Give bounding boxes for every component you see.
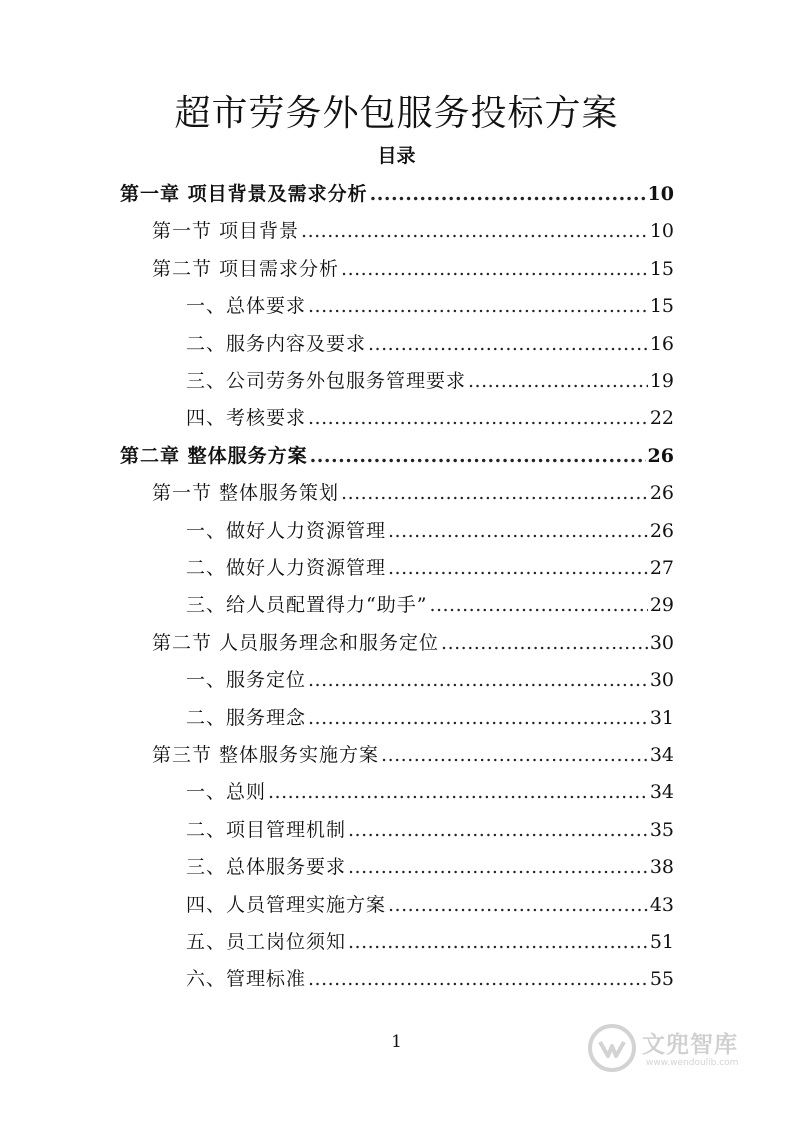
watermark bbox=[586, 1020, 756, 1080]
toc-entry-label: 四、考核要求 bbox=[186, 407, 307, 430]
toc-entry-page: 22 bbox=[649, 407, 674, 430]
toc-entry-page: 43 bbox=[649, 893, 674, 916]
watermark-url: www.wendoulib.com bbox=[646, 1058, 739, 1068]
toc-entry[interactable] bbox=[152, 251, 674, 288]
toc-entry-page: 30 bbox=[649, 631, 674, 654]
toc-entry[interactable] bbox=[186, 326, 674, 363]
toc-dot-leader bbox=[310, 438, 646, 475]
toc-entry-page: 30 bbox=[649, 669, 674, 692]
toc-dot-leader bbox=[308, 961, 648, 998]
toc-entry[interactable] bbox=[186, 961, 674, 998]
toc-entry-label: 第一节 整体服务策划 bbox=[152, 482, 340, 505]
toc-entry-page: 35 bbox=[649, 818, 674, 841]
toc-dot-leader bbox=[468, 363, 648, 400]
toc-entry[interactable] bbox=[186, 924, 674, 961]
toc-heading: 目录 bbox=[377, 145, 416, 167]
toc-entry[interactable] bbox=[186, 550, 674, 587]
toc-entry[interactable] bbox=[186, 887, 674, 924]
toc-entry[interactable] bbox=[152, 213, 674, 250]
toc-entry-page: 26 bbox=[649, 519, 674, 542]
toc-entry-label: 二、做好人力资源管理 bbox=[186, 557, 387, 579]
toc-entry-label: 四、人员管理实施方案 bbox=[186, 893, 387, 916]
toc-dot-leader bbox=[388, 887, 648, 924]
toc-entry[interactable] bbox=[186, 513, 674, 550]
toc-entry[interactable] bbox=[152, 625, 674, 662]
toc-entry[interactable] bbox=[120, 438, 674, 475]
toc-dot-leader bbox=[348, 849, 648, 886]
toc-entry[interactable] bbox=[152, 737, 674, 774]
toc-entry[interactable] bbox=[186, 849, 674, 886]
toc-dot-leader bbox=[341, 251, 648, 288]
toc-dot-leader bbox=[308, 400, 648, 437]
toc-entry-label: 六、管理标准 bbox=[186, 968, 307, 991]
toc-entry-page: 34 bbox=[649, 744, 674, 766]
toc-entry-page: 16 bbox=[649, 332, 674, 355]
toc-entry-label: 第一章 项目背景及需求分析 bbox=[120, 183, 368, 205]
toc-entry[interactable] bbox=[120, 176, 674, 213]
toc-dot-leader bbox=[388, 550, 648, 587]
toc-entry[interactable] bbox=[186, 700, 674, 737]
toc-entry-label: 一、总体要求 bbox=[186, 295, 307, 318]
toc-dot-leader bbox=[348, 924, 648, 961]
toc-entry-page: 31 bbox=[649, 706, 674, 729]
toc-entry-label: 一、服务定位 bbox=[186, 669, 307, 692]
toc-entry-page: 15 bbox=[649, 295, 674, 318]
toc-entry[interactable] bbox=[186, 662, 674, 699]
toc-dot-leader bbox=[308, 700, 648, 737]
toc-dot-leader bbox=[388, 513, 648, 550]
toc-entry-page: 55 bbox=[649, 968, 674, 991]
toc-dot-leader bbox=[370, 176, 646, 213]
toc-entry[interactable] bbox=[186, 774, 674, 811]
toc-entry-label: 第二章 整体服务方案 bbox=[120, 444, 308, 467]
toc-entry-label: 第三节 整体服务实施方案 bbox=[152, 744, 380, 766]
toc-entry-label: 三、公司劳务外包服务管理要求 bbox=[186, 370, 467, 392]
toc-entry-label: 第二节 项目需求分析 bbox=[152, 257, 340, 280]
toc-entry[interactable] bbox=[186, 587, 674, 624]
toc-entry-label: 五、员工岗位须知 bbox=[186, 931, 347, 953]
watermark-text: 文兜智库 bbox=[642, 1032, 738, 1058]
page-number: 1 bbox=[391, 1032, 402, 1052]
toc-dot-leader bbox=[308, 662, 648, 699]
toc-entry-label: 二、项目管理机制 bbox=[186, 818, 347, 841]
toc-entry-page: 10 bbox=[647, 183, 674, 205]
toc-entry-label: 第一节 项目背景 bbox=[152, 220, 300, 243]
toc-entry-label: 三、总体服务要求 bbox=[186, 856, 347, 879]
toc-entry-label: 二、服务理念 bbox=[186, 706, 307, 729]
toc-entry-page: 27 bbox=[649, 557, 674, 579]
toc-entry-page: 19 bbox=[649, 370, 674, 392]
toc-entry-label: 第二节 人员服务理念和服务定位 bbox=[152, 631, 440, 654]
document-title: 超市劳务外包服务投标方案 bbox=[174, 93, 619, 134]
toc-dot-leader bbox=[441, 625, 648, 662]
toc-entry-page: 51 bbox=[649, 931, 674, 953]
toc-entry[interactable] bbox=[186, 812, 674, 849]
toc-entry-page: 34 bbox=[649, 781, 674, 804]
toc-entry-page: 26 bbox=[649, 482, 674, 505]
toc-entry[interactable] bbox=[186, 363, 674, 400]
toc-dot-leader bbox=[341, 475, 648, 512]
toc-dot-leader bbox=[429, 587, 647, 624]
toc-entry[interactable] bbox=[152, 475, 674, 512]
toc-dot-leader bbox=[368, 326, 648, 363]
toc-dot-leader bbox=[381, 737, 648, 774]
toc-dot-leader bbox=[301, 213, 648, 250]
toc-entry-page: 10 bbox=[649, 220, 674, 243]
toc-dot-leader bbox=[308, 288, 648, 325]
toc-entry[interactable] bbox=[186, 288, 674, 325]
toc-entry-page: 29 bbox=[649, 594, 674, 617]
toc-entry[interactable] bbox=[186, 400, 674, 437]
wendou-logo-icon bbox=[586, 1022, 638, 1074]
toc-entry-label: 一、做好人力资源管理 bbox=[186, 519, 387, 542]
toc-entry-page: 26 bbox=[647, 444, 674, 467]
toc-entry-label: 一、总则 bbox=[186, 781, 267, 804]
toc-dot-leader bbox=[268, 774, 648, 811]
toc-entry-page: 15 bbox=[649, 257, 674, 280]
toc-entry-page: 38 bbox=[649, 856, 674, 879]
toc-dot-leader bbox=[348, 812, 648, 849]
toc-entry-label: 二、服务内容及要求 bbox=[186, 332, 367, 355]
toc-entry-label: 三、给人员配置得力“助手” bbox=[186, 594, 428, 617]
